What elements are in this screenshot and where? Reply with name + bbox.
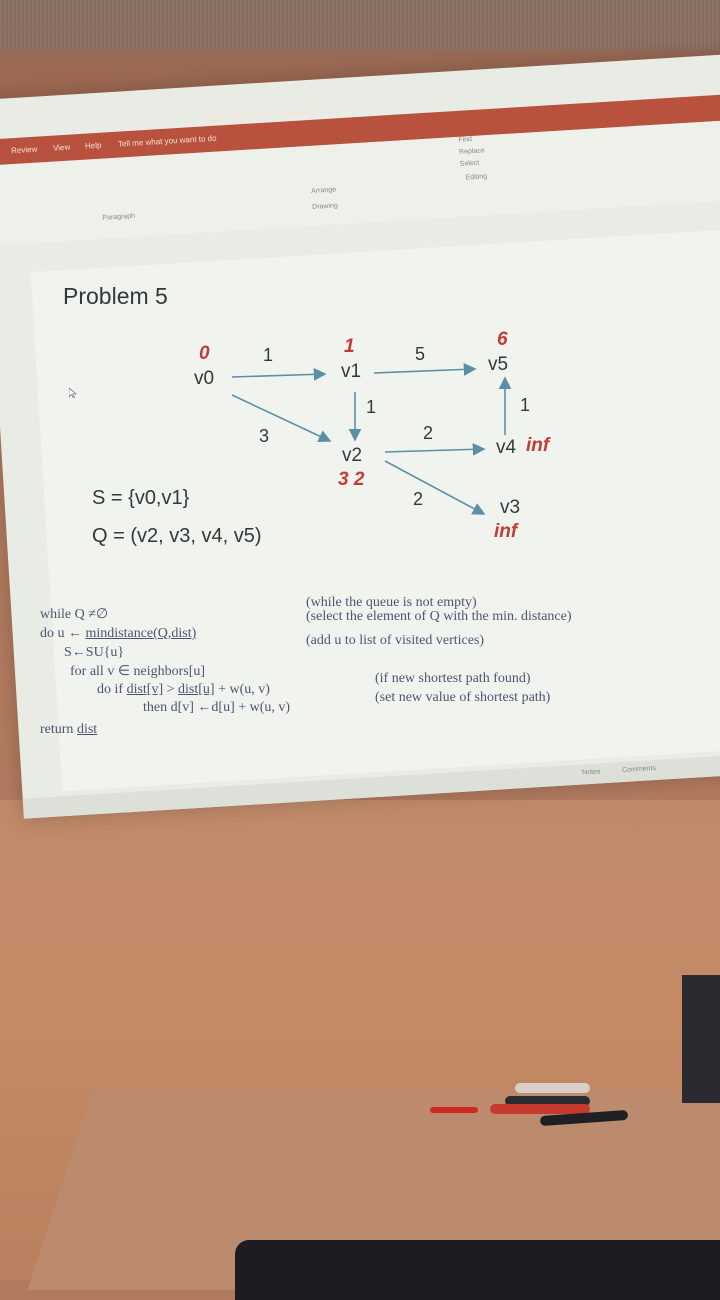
- algo-comment-5: (set new value of shortest path): [375, 690, 551, 705]
- replace-button[interactable]: Replace: [458, 147, 485, 156]
- algo-line-union: S←SU{u}: [64, 645, 125, 660]
- ceiling-tiles: [0, 0, 720, 50]
- marker: [490, 1104, 590, 1114]
- algo-line-do: do u ← mindistance(Q,dist): [40, 626, 197, 641]
- dist-v1: 1: [344, 336, 355, 357]
- algo-comment-3: (add u to list of visited vertices): [306, 633, 485, 648]
- node-v1: v1: [341, 361, 362, 382]
- algo-line-then: then d[v] ←d[u] + w(u, v): [143, 700, 291, 715]
- select-button[interactable]: Select: [459, 159, 480, 168]
- window-title: PDD solution path - PowerPoint: [206, 107, 320, 124]
- algo-comment-1: (while the queue is not empty): [306, 595, 477, 610]
- algo-line-if: do if dist[v] > dist[u] + w(u, v): [97, 682, 270, 697]
- marker: [515, 1083, 590, 1093]
- notes-button[interactable]: Notes: [581, 768, 601, 777]
- weight-v2-v3: 2: [413, 489, 424, 509]
- node-v0: v0: [194, 368, 215, 389]
- marker-cap: [430, 1107, 478, 1113]
- group-editing: Editing: [465, 173, 488, 182]
- arrange-button[interactable]: Arrange: [310, 186, 337, 195]
- mouse-cursor-icon: [69, 388, 77, 398]
- node-v3: v3: [500, 497, 521, 518]
- group-drawing: Drawing: [311, 202, 339, 211]
- tell-me-box[interactable]: Tell me what you want to do: [117, 133, 217, 149]
- weight-v0-v1: 1: [263, 345, 274, 365]
- projected-screen: [0, 54, 720, 819]
- weight-v1-v2: 1: [366, 397, 377, 417]
- tab-review[interactable]: Review: [10, 144, 38, 156]
- tab-view[interactable]: View: [52, 142, 71, 153]
- node-v2: v2: [342, 445, 363, 466]
- monitor-edge: [682, 975, 720, 1103]
- algo-line-forall: for all v ∈ neighbors[u]: [70, 664, 206, 679]
- node-v5: v5: [488, 354, 509, 375]
- node-v4: v4: [496, 437, 517, 458]
- group-paragraph: Paragraph: [102, 212, 136, 222]
- find-button[interactable]: Find: [458, 136, 473, 144]
- visited-set: S = {v0,v1}: [92, 487, 190, 509]
- algo-comment-4: (if new shortest path found): [375, 671, 531, 686]
- comments-button[interactable]: Comments: [621, 764, 657, 775]
- dist-v3: inf: [494, 521, 518, 542]
- weight-v2-v4: 2: [423, 423, 434, 443]
- dist-v0: 0: [199, 343, 210, 364]
- slide-title: Problem 5: [63, 283, 168, 309]
- dist-v2: 3 2: [338, 469, 365, 490]
- queue-set: Q = (v2, v3, v4, v5): [92, 525, 262, 547]
- algo-comment-2: (select the element of Q with the min. distance): [306, 609, 572, 624]
- dist-v5: 6: [497, 329, 508, 350]
- weight-v0-v2: 3: [259, 426, 270, 446]
- weight-v4-v5: 1: [520, 395, 531, 415]
- weight-v1-v5: 5: [415, 344, 426, 364]
- monitor-bottom: [235, 1240, 720, 1300]
- algo-line-while: while Q ≠∅: [40, 607, 109, 622]
- slide: [31, 229, 720, 791]
- dist-v4: inf: [526, 435, 550, 456]
- tab-help[interactable]: Help: [84, 140, 102, 151]
- algo-line-return: return dist: [40, 722, 98, 737]
